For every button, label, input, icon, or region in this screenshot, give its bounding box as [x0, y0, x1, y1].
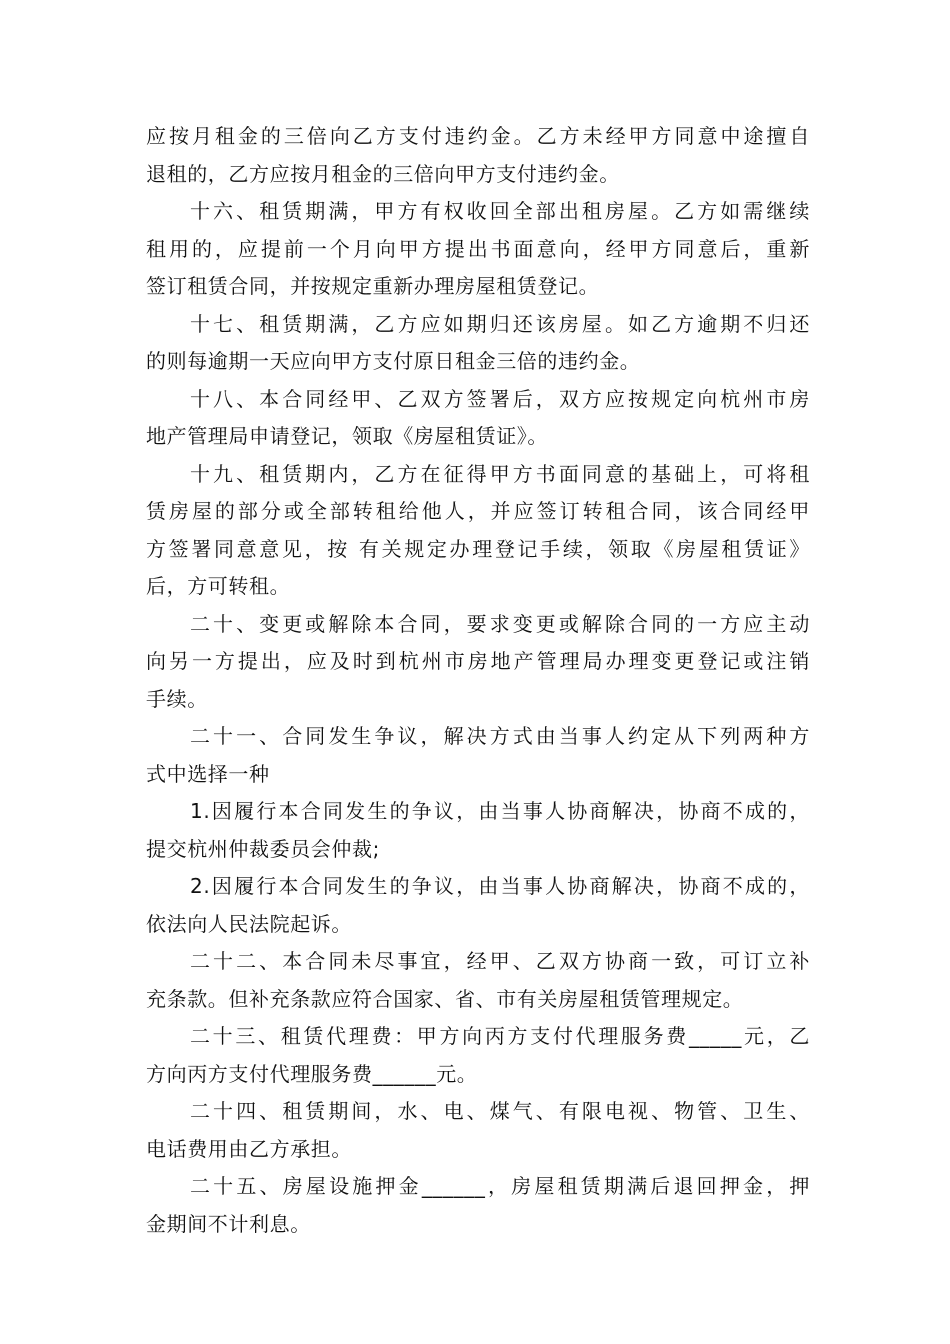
text-line: 向另一方提出，应及时到杭州市房地产管理局办理变更登记或注销 [146, 649, 810, 673]
text-line: 二十一、合同发生争议，解决方式由当事人约定从下列两种方 [190, 724, 810, 748]
clause-23 [146, 1018, 810, 1093]
clause-18 [146, 381, 810, 456]
clause-21-option-2 [146, 868, 810, 943]
text-line: 方向丙方支付代理服务费______元。 [146, 1061, 478, 1086]
text-line: 应按月租金的三倍向乙方支付违约金。乙方未经甲方同意中途擅自 [146, 124, 810, 148]
clause-21 [146, 718, 810, 793]
text-line: 十七、租赁期满，乙方应如期归还该房屋。如乙方逾期不归还 [190, 311, 810, 336]
text-line: 金期间不计利息。 [146, 1211, 311, 1236]
clause-21-option-1 [146, 793, 810, 868]
clause-24 [146, 1093, 810, 1168]
text-line: 十八、本合同经甲、乙双方签署后，双方应按规定向杭州市房 [190, 386, 810, 411]
text-line: 租用的，应提前一个月向甲方提出书面意向，经甲方同意后，重新 [146, 236, 810, 261]
clause-20 [146, 606, 810, 719]
clause-16 [146, 193, 810, 306]
text-line: 退租的，乙方应按月租金的三倍向甲方支付违约金。 [146, 161, 620, 186]
text-line: 后，方可转租。 [146, 574, 291, 598]
clause-19 [146, 456, 810, 606]
text-line: 式中选择一种 [146, 761, 270, 786]
text-line: 二十四、租赁期间，水、电、煤气、有限电视、物管、卫生、 [190, 1099, 810, 1123]
text-line: 2.因履行本合同发生的争议，由当事人协商解决，协商不成的， [190, 874, 810, 898]
text-line: 二十五、房屋设施押金______，房屋租赁期满后退回押金，押 [190, 1174, 810, 1198]
contract-page [146, 118, 810, 1243]
text-line: 提交杭州仲裁委员会仲裁; [146, 836, 380, 861]
text-line: 手续。 [146, 686, 208, 711]
text-line: 电话费用由乙方承担。 [146, 1136, 352, 1161]
text-line: 十六、租赁期满，甲方有权收回全部出租房屋。乙方如需继续 [190, 199, 810, 223]
text-line: 赁房屋的部分或全部转租给他人，并应签订转租合同，该合同经甲 [146, 499, 810, 523]
text-line: 二十、变更或解除本合同，要求变更或解除合同的一方应主动 [190, 611, 810, 636]
text-line: 地产管理局申请登记，领取《房屋租赁证》。 [146, 424, 548, 448]
text-line: 签订租赁合同，并按规定重新办理房屋租赁登记。 [146, 274, 600, 298]
text-line: 充条款。但补充条款应符合国家、省、市有关房屋租赁管理规定。 [146, 986, 744, 1011]
clause-17 [146, 306, 810, 381]
text-line: 十九、租赁期内，乙方在征得甲方书面同意的基础上，可将租 [190, 461, 810, 486]
text-line: 1.因履行本合同发生的争议，由当事人协商解决，协商不成的， [190, 799, 810, 823]
text-line: 的则每逾期一天应向甲方支付原日租金三倍的违约金。 [146, 349, 641, 373]
paragraph-penalty-continued [146, 118, 810, 193]
clause-22 [146, 943, 810, 1018]
text-line: 二十三、租赁代理费：甲方向丙方支付代理服务费_____元，乙 [190, 1024, 810, 1048]
text-line: 方签署同意意见，按 有关规定办理登记手续，领取《房屋租赁证》 [146, 536, 810, 561]
text-line: 依法向人民法院起诉。 [146, 911, 352, 936]
clause-25 [146, 1168, 810, 1243]
text-line: 二十二、本合同未尽事宜，经甲、乙双方协商一致，可订立补 [190, 949, 810, 973]
